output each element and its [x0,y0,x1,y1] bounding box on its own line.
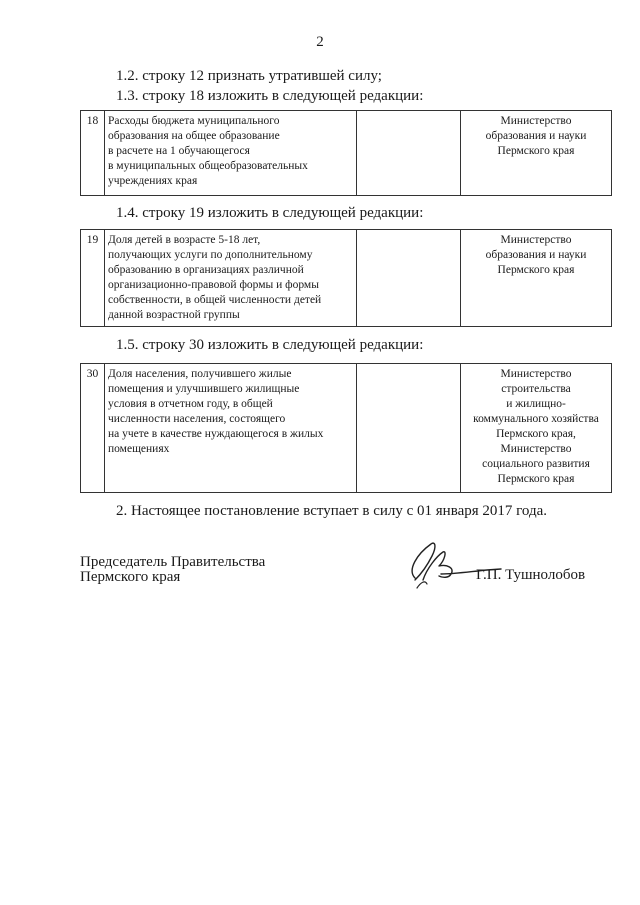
indicator-line: собственности, в общей численности детей [108,294,322,306]
table-row-19 [80,229,612,327]
indicator-line: организационно-правовой формы и формы [108,279,319,291]
indicator-line: численности населения, состоящего [108,413,286,425]
responsible-line: Министерство [500,234,572,246]
signature-title-line-2: Пермского края [80,569,181,585]
paragraph-1-3: 1.3. строку 18 изложить в следующей редакции: [116,88,424,104]
responsible-line: образования и науки [485,130,587,142]
responsible-line: и жилищно- [506,398,566,410]
responsible-cell [461,364,611,492]
indicator-line: в расчете на 1 обучающегося [108,145,250,157]
indicator-line: помещениях [108,443,170,455]
indicator-line: Доля детей в возрасте 5-18 лет, [108,234,261,246]
signature-title [80,555,265,585]
table-row-30 [80,363,612,493]
responsible-line: Пермского края [497,473,575,485]
row-number-cell: 18 [81,111,105,195]
responsible-line: социального развития [482,458,590,470]
responsible-line: Пермского края, [496,428,576,440]
responsible-cell [461,230,611,326]
indicator-line: образованию в организациях различной [108,264,304,276]
responsible-line: коммунального хозяйства [473,413,599,425]
responsible-line: Пермского края [497,264,575,276]
paragraph-1-5: 1.5. строку 30 изложить в следующей редакции: [116,337,424,353]
paragraph-1-2: 1.2. строку 12 признать утратившей силу; [116,68,382,84]
row-number-cell: 30 [81,364,105,492]
indicator-line: Доля населения, получившего жилые [108,368,292,380]
responsible-cell [461,111,611,195]
indicator-line: Расходы бюджета муниципального [108,115,280,127]
paragraph-2: 2. Настоящее постановление вступает в силу с 01 января 2017 года. [116,503,548,519]
indicator-line: образования на общее образование [108,130,280,142]
responsible-line: Министерство [500,115,572,127]
empty-cell [357,230,461,326]
handwritten-signature [397,534,517,594]
empty-cell [357,364,461,492]
responsible-line: Министерство [500,443,572,455]
responsible-line: строительства [501,383,571,395]
indicator-line: данной возрастной группы [108,309,240,321]
indicator-name-cell [105,111,357,195]
signer-name: Г.П. Тушнолобов [476,567,586,583]
row-number-cell: 19 [81,230,105,326]
indicator-name-cell [105,364,357,492]
empty-cell [357,111,461,195]
responsible-line: образования и науки [485,249,587,261]
paragraph-1-4: 1.4. строку 19 изложить в следующей редакции: [116,205,424,221]
indicator-line: получающих услуги по дополнительному [108,249,313,261]
responsible-line: Министерство [500,368,572,380]
indicator-line: помещения и улучшившего жилищные [108,383,300,395]
indicator-line: в муниципальных общеобразовательных [108,160,308,172]
table-row-18 [80,110,612,196]
responsible-line: Пермского края [497,145,575,157]
indicator-name-cell [105,230,357,326]
page-number: 2 [316,34,324,50]
signature-title-line-1: Председатель Правительства [80,554,266,570]
indicator-line: на учете в качестве нуждающегося в жилых [108,428,324,440]
indicator-line: условия в отчетном году, в общей [108,398,273,410]
indicator-line: учреждениях края [108,175,198,187]
